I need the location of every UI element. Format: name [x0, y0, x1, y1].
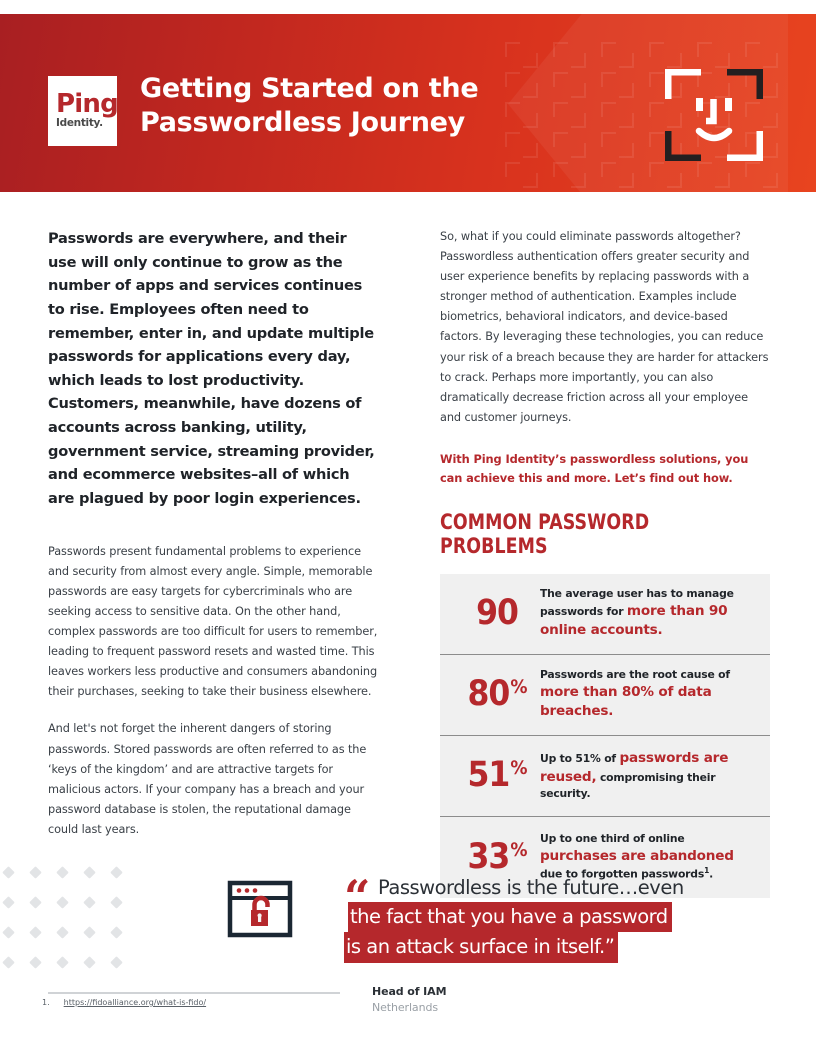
stat-number-value: 80 [467, 674, 510, 715]
quote-lines [344, 870, 774, 963]
stat-row [440, 655, 770, 736]
footnote-divider [48, 992, 340, 994]
lead-paragraph: Passwords are everywhere, and their use will only continue to grow as the number of apps and services continues to rise. Employees often need to remember, enter in, and update multiple passwords for applications every day, which leads to lost productivity. Customers, meanwhile, have dozens of accounts across banking, utility, government service, streaming provider, and ecommerce websites–all of which are plagued by poor login experiences. [48, 230, 375, 508]
left-paragraph-1: Passwords present fundamental problems to experience and security from almost every angle. Simple, memorable passwords are easy targets for cybercriminals who are seeking access to sensitive data. On the other hand, complex passwords are too difficult for users to remember, leading to frequent password resets and wasted time. This leaves workers less productive and consumers abandoning their purchases, seeking to take their business elsewhere. [48, 544, 378, 699]
header-dot [763, 173, 778, 188]
stat-row [440, 574, 770, 655]
header-dot [601, 132, 616, 147]
footnote-link[interactable]: https://fidoalliance.org/what-is-fido/ [63, 998, 207, 1007]
diamond-dot [2, 926, 15, 939]
header-dot [505, 162, 520, 177]
header-dot [649, 72, 664, 87]
header-dot [523, 173, 538, 188]
stat-number [454, 755, 540, 796]
left-column [48, 227, 378, 840]
diamond-dot [29, 896, 42, 909]
browser-unlocked-padlock-icon [226, 880, 298, 942]
header-dot [619, 53, 634, 68]
header-dot [763, 83, 778, 98]
header-dot [649, 162, 664, 177]
stat-description [540, 668, 754, 720]
header-dot [553, 162, 568, 177]
quote-attribution [372, 984, 446, 1016]
header-dot [571, 173, 586, 188]
header-dot [523, 143, 538, 158]
diamond-dot [56, 866, 69, 879]
stat-number [454, 836, 540, 877]
header-dot [697, 42, 712, 57]
header-dot [667, 173, 682, 188]
header-dot [715, 53, 730, 68]
page-title-line-1: Getting Started on the [140, 73, 479, 104]
stat-number-value: 33 [467, 836, 510, 877]
header-dot [745, 42, 760, 57]
stat-text-plain: Up to one third of online [540, 832, 685, 845]
diamond-dot [2, 956, 15, 969]
header-dot [619, 113, 634, 128]
header-dot [667, 53, 682, 68]
quote-author-location: Netherlands [372, 1000, 438, 1014]
header-dot [745, 162, 760, 177]
quote-author-role: Head of IAM [372, 985, 447, 998]
stat-percent-sign: % [510, 676, 527, 699]
diamond-dot [110, 956, 123, 969]
stat-text-highlight: passwords are reused, [540, 750, 729, 786]
stat-text-highlight: more than 80% of data breaches. [540, 684, 712, 719]
header-banner [0, 14, 816, 192]
stat-text-plain-tail: compromising their security. [540, 771, 716, 800]
stat-description [540, 749, 754, 801]
quote-open-mark: “ [344, 870, 368, 924]
stat-text-plain: Up to 51% of [540, 752, 620, 766]
quote-line-1: Passwordless is the future…even [378, 876, 684, 899]
header-dot [505, 42, 520, 57]
stat-number-value: 90 [476, 593, 518, 634]
diamond-dot [110, 866, 123, 879]
header-dot [571, 53, 586, 68]
stat-number-value: 51 [467, 755, 510, 796]
page-title [140, 72, 590, 140]
header-dot [601, 102, 616, 117]
header-dot [619, 143, 634, 158]
stat-footnote-marker: 1 [704, 865, 710, 875]
header-dot [553, 42, 568, 57]
stats-table [440, 574, 770, 898]
header-dot [763, 143, 778, 158]
header-dot [715, 173, 730, 188]
diamond-dot [83, 866, 96, 879]
diamond-dot [29, 926, 42, 939]
diamond-dot [29, 956, 42, 969]
stat-text-plain-end: . [709, 867, 713, 881]
stat-text-plain-tail: due to forgotten passwords [540, 867, 705, 881]
diamond-dot [2, 896, 15, 909]
header-dot [619, 173, 634, 188]
header-dot [697, 162, 712, 177]
stat-text-plain: The average user has to manage passwords for [540, 587, 734, 619]
red-callout-text: With Ping Identity’s passwordless solutions, you can achieve this and more. Let’s find out how. [440, 451, 749, 485]
right-paragraph-1: So, what if you could eliminate passwords altogether? Passwordless authentication offers greater security and user experience benefits by replacing passwords with a stronger method of authentication. Examples include biometrics, behavioral indicators, and device-based factors. By leveraging these technologies, you can reduce your risk of a breach because they are harder for attackers to crack. Perhaps more importantly, you can also dramatically decrease friction across all your employee and customer journeys. [440, 230, 769, 424]
header-dot [763, 113, 778, 128]
stat-text-highlight: purchases are abandoned [540, 847, 734, 864]
header-dot [601, 162, 616, 177]
logo-sub-text: Identity. [56, 117, 103, 130]
header-dot [763, 53, 778, 68]
header-dot [601, 42, 616, 57]
diamond-pattern-decoration [0, 862, 130, 984]
diamond-dot [56, 896, 69, 909]
diamond-dot [56, 926, 69, 939]
page-title-line-2: Passwordless Journey [140, 107, 465, 139]
stat-number [454, 593, 540, 634]
header-dot [649, 42, 664, 57]
diamond-dot [110, 896, 123, 909]
left-paragraph-2: And let's not forget the inherent dangers of storing passwords. Stored passwords are often referred to as the ‘keys of the kingdom’ and are attractive targets for malicious actors. If your company has a breach and your password database is stolen, the reputational damage could last years. [48, 722, 367, 836]
diamond-dot [2, 866, 15, 879]
header-dot [601, 72, 616, 87]
right-column [440, 227, 770, 898]
diamond-dot [29, 866, 42, 879]
stat-text-plain: Passwords are the root cause of [540, 668, 730, 682]
stat-percent-sign: % [510, 838, 527, 861]
diamond-dot [83, 956, 96, 969]
stat-number [454, 674, 540, 715]
stat-text-highlight: more than 90 online accounts. [540, 603, 728, 638]
ping-identity-logo [48, 76, 117, 146]
diamond-dot [83, 926, 96, 939]
face-id-icon [665, 69, 763, 161]
footnote [42, 998, 206, 1007]
quote-line-2: the fact that you have a password [348, 902, 672, 933]
header-dot [571, 143, 586, 158]
footnote-marker: 1. [42, 998, 50, 1007]
pull-quote [344, 870, 774, 963]
logo-brand-text: Ping [56, 89, 118, 120]
diamond-dot [56, 956, 69, 969]
diamond-dot [110, 926, 123, 939]
header-dot [619, 83, 634, 98]
stat-percent-sign: % [510, 757, 527, 780]
quote-line-3: is an attack surface in itself.” [344, 932, 618, 963]
diamond-dot [83, 896, 96, 909]
header-dot [649, 132, 664, 147]
stat-description [540, 587, 754, 639]
header-dot [523, 53, 538, 68]
stat-row [440, 736, 770, 817]
header-dot [649, 102, 664, 117]
section-heading-common-password-problems: COMMON PASSWORD PROBLEMS [440, 509, 650, 558]
